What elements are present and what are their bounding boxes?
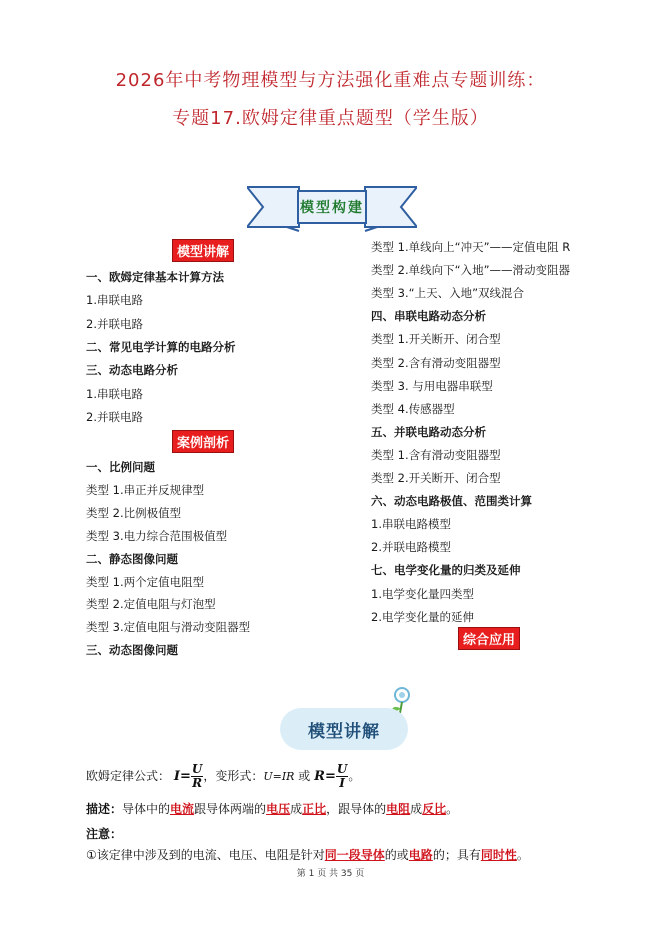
toc-section-heading: 三、动态电路分析	[86, 363, 178, 378]
formula-or: 或	[298, 769, 311, 783]
notes-label: 注意：	[86, 827, 123, 841]
toc-section-heading: 五、并联电路动态分析	[371, 424, 486, 439]
toc-section-heading: 三、动态图像问题	[86, 643, 178, 658]
toc-section-heading: 一、欧姆定律基本计算方法	[86, 270, 224, 284]
toc-item: 2.并联电路	[86, 409, 143, 424]
note1-text-d: 。	[516, 848, 529, 862]
formula-u-eq-ir: U=IR	[263, 770, 295, 783]
toc-section-heading: 二、常见电学计算的电路分析	[86, 339, 236, 354]
fraction2-denominator: I	[339, 776, 345, 790]
note1-text-b: 的或	[384, 848, 409, 862]
ohms-law-formula	[86, 761, 360, 791]
note-1	[86, 846, 529, 863]
toc-item: 类型 1.开关断开、闭合型	[371, 332, 501, 347]
formula-fraction-u-over-r	[191, 763, 203, 790]
toc-section-heading: 一、比例问题	[86, 460, 155, 474]
keyword-same-conductor: 同一段导体	[324, 848, 385, 862]
keyword-proportional: 正比	[302, 802, 327, 816]
formula-var-r: R	[314, 769, 325, 784]
toc-section-heading: 四、串联电路动态分析	[371, 309, 486, 324]
toc-item: 类型 1.含有滑动变阻器型	[371, 447, 501, 462]
keyword-voltage: 电压	[266, 802, 291, 816]
note1-text-c: 的；具有	[432, 848, 481, 862]
ribbon-label: 模型构建	[300, 200, 364, 216]
keyword-resistance: 电阻	[386, 802, 411, 816]
toc-item: 1.串联电路	[86, 386, 143, 401]
fraction2-numerator: U	[336, 762, 348, 776]
desc-text-2: 跟导体两端的	[194, 802, 267, 816]
toc-item: 2.电学变化量的延伸	[371, 609, 474, 624]
badge-label: 模型讲解	[308, 722, 380, 742]
toc-section-heading: 六、动态电路极值、范围类计算	[371, 494, 532, 509]
model-explanation-badge	[280, 708, 408, 750]
keyword-circuit: 电路	[408, 848, 433, 862]
desc-text-6: 。	[446, 802, 459, 816]
keyword-current: 电流	[170, 802, 195, 816]
note1-text-a: ①该定律中涉及到的电流、电压、电阻是针对	[86, 848, 325, 862]
keyword-inverse: 反比	[422, 802, 447, 816]
toc-section-heading: 二、静态图像问题	[86, 551, 178, 566]
toc-item: 类型 3.电力综合范围极值型	[86, 528, 228, 543]
desc-text-4: ，跟导体的	[326, 802, 387, 816]
formula-var-i: I	[173, 769, 180, 784]
desc-text-3: 成	[290, 802, 303, 816]
toc-item: 类型 3. 与用电器串联型	[371, 378, 493, 393]
ribbon-center-box	[297, 190, 367, 224]
formula-transform-label: ，变形式：	[203, 769, 264, 783]
description-label: 描述：	[86, 802, 123, 816]
toc-item: 类型 2.定值电阻与灯泡型	[86, 597, 216, 612]
toc-item: 类型 3.“上天、入地”双线混合	[371, 286, 525, 301]
toc-item: 类型 1.单线向上“冲天”——定值电阻 R	[371, 240, 571, 254]
formula-end: 。	[348, 769, 361, 783]
description-line	[86, 800, 458, 817]
toc-item: 类型 4.传感器型	[371, 401, 455, 416]
desc-text-5: 成	[410, 802, 423, 816]
toc-item: 1.串联电路模型	[371, 517, 451, 532]
model-building-ribbon	[247, 183, 417, 235]
document-title-line2: 专题17.欧姆定律重点题型（学生版）	[172, 108, 489, 129]
fraction-denominator: R	[192, 776, 203, 790]
toc-item: 1.电学变化量四类型	[371, 586, 474, 601]
desc-text-1: 导体中的	[122, 802, 171, 816]
formula-prefix: 欧姆定律公式：	[86, 769, 171, 783]
toc-item: 类型 2.单线向下“入地”——滑动变阻器	[371, 263, 571, 278]
formula-equals-2: =	[324, 769, 336, 784]
tag-case-analysis: 案例剖析	[172, 430, 234, 453]
toc-item: 2.并联电路模型	[371, 540, 451, 555]
fraction-numerator: U	[191, 762, 203, 776]
toc-item: 类型 1.串正并反规律型	[86, 482, 205, 497]
keyword-simultaneity: 同时性	[480, 848, 517, 862]
toc-item: 类型 3.定值电阻与滑动变阻器型	[86, 620, 251, 635]
toc-item: 类型 2.比例极值型	[86, 505, 182, 520]
document-title-line1: 2026年中考物理模型与方法强化重难点专题训练：	[115, 70, 546, 91]
toc-item: 2.并联电路	[86, 316, 143, 331]
formula-fraction-u-over-i	[336, 763, 348, 790]
toc-item: 类型 2.开关断开、闭合型	[371, 471, 501, 485]
toc-item: 类型 1.两个定值电阻型	[86, 574, 205, 589]
tag-model-explanation: 模型讲解	[172, 239, 234, 262]
toc-section-heading: 七、电学变化量的归类及延伸	[371, 563, 521, 578]
tag-comprehensive-application: 综合应用	[458, 627, 520, 650]
toc-item: 类型 2.含有滑动变阻器型	[371, 355, 501, 370]
toc-item: 1.串联电路	[86, 293, 143, 308]
page-footer: 第 1 页 共 35 页	[296, 869, 365, 879]
formula-equals: =	[179, 769, 191, 784]
